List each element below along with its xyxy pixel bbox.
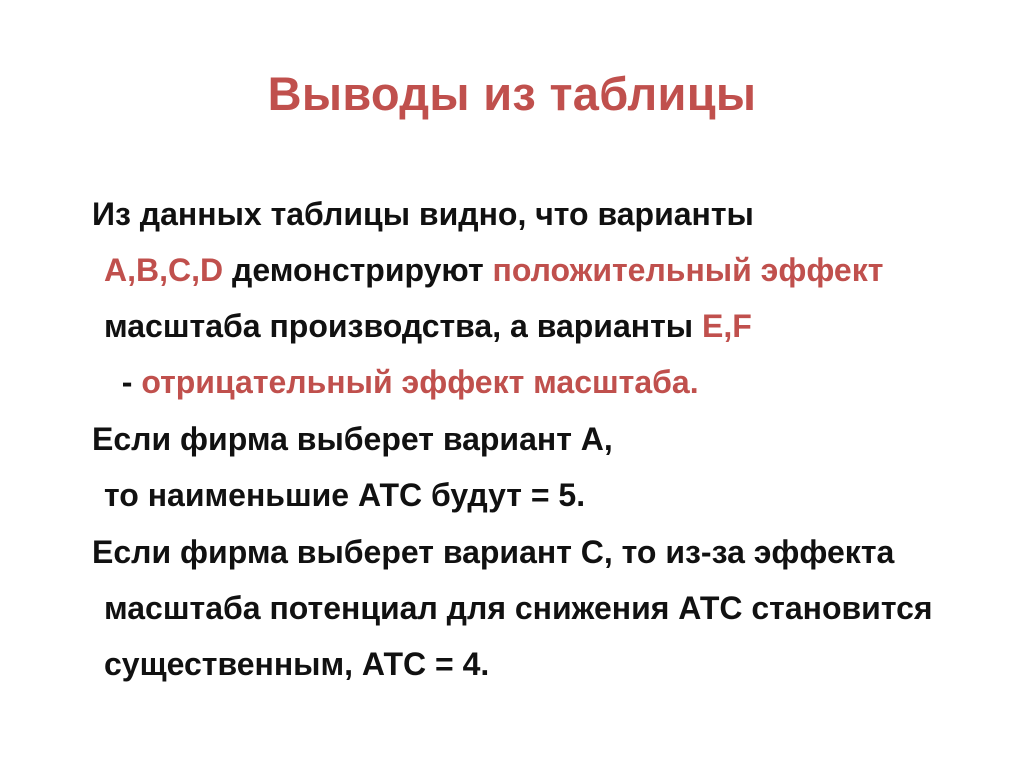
paragraph-variants-intro: Из данных таблицы видно, что варианты [92, 196, 754, 232]
paragraph-variant-a: Если фирма выберет вариант А, то наименьшие АТС будут = 5. [92, 421, 613, 513]
variants-ef: E,F [701, 308, 752, 344]
text-demonstrate: демонстрируют [223, 252, 493, 288]
variants-abcd: A,B,C,D [104, 252, 224, 288]
paragraph-variant-c: Если фирма выберет вариант С, то из-за эффекта масштаба потенциал для снижения АТС становится существенным, АТС = 4. [92, 534, 933, 682]
positive-effect-text: положительный эффект [492, 252, 884, 288]
slide-title: Выводы из таблицы [267, 67, 757, 120]
negative-effect-text: отрицательный эффект масштаба. [141, 364, 699, 400]
dash-text: - [104, 364, 142, 400]
paragraph-variants [92, 186, 972, 410]
slide-body [92, 186, 972, 692]
text-scale: масштаба производства, а варианты [104, 308, 702, 344]
